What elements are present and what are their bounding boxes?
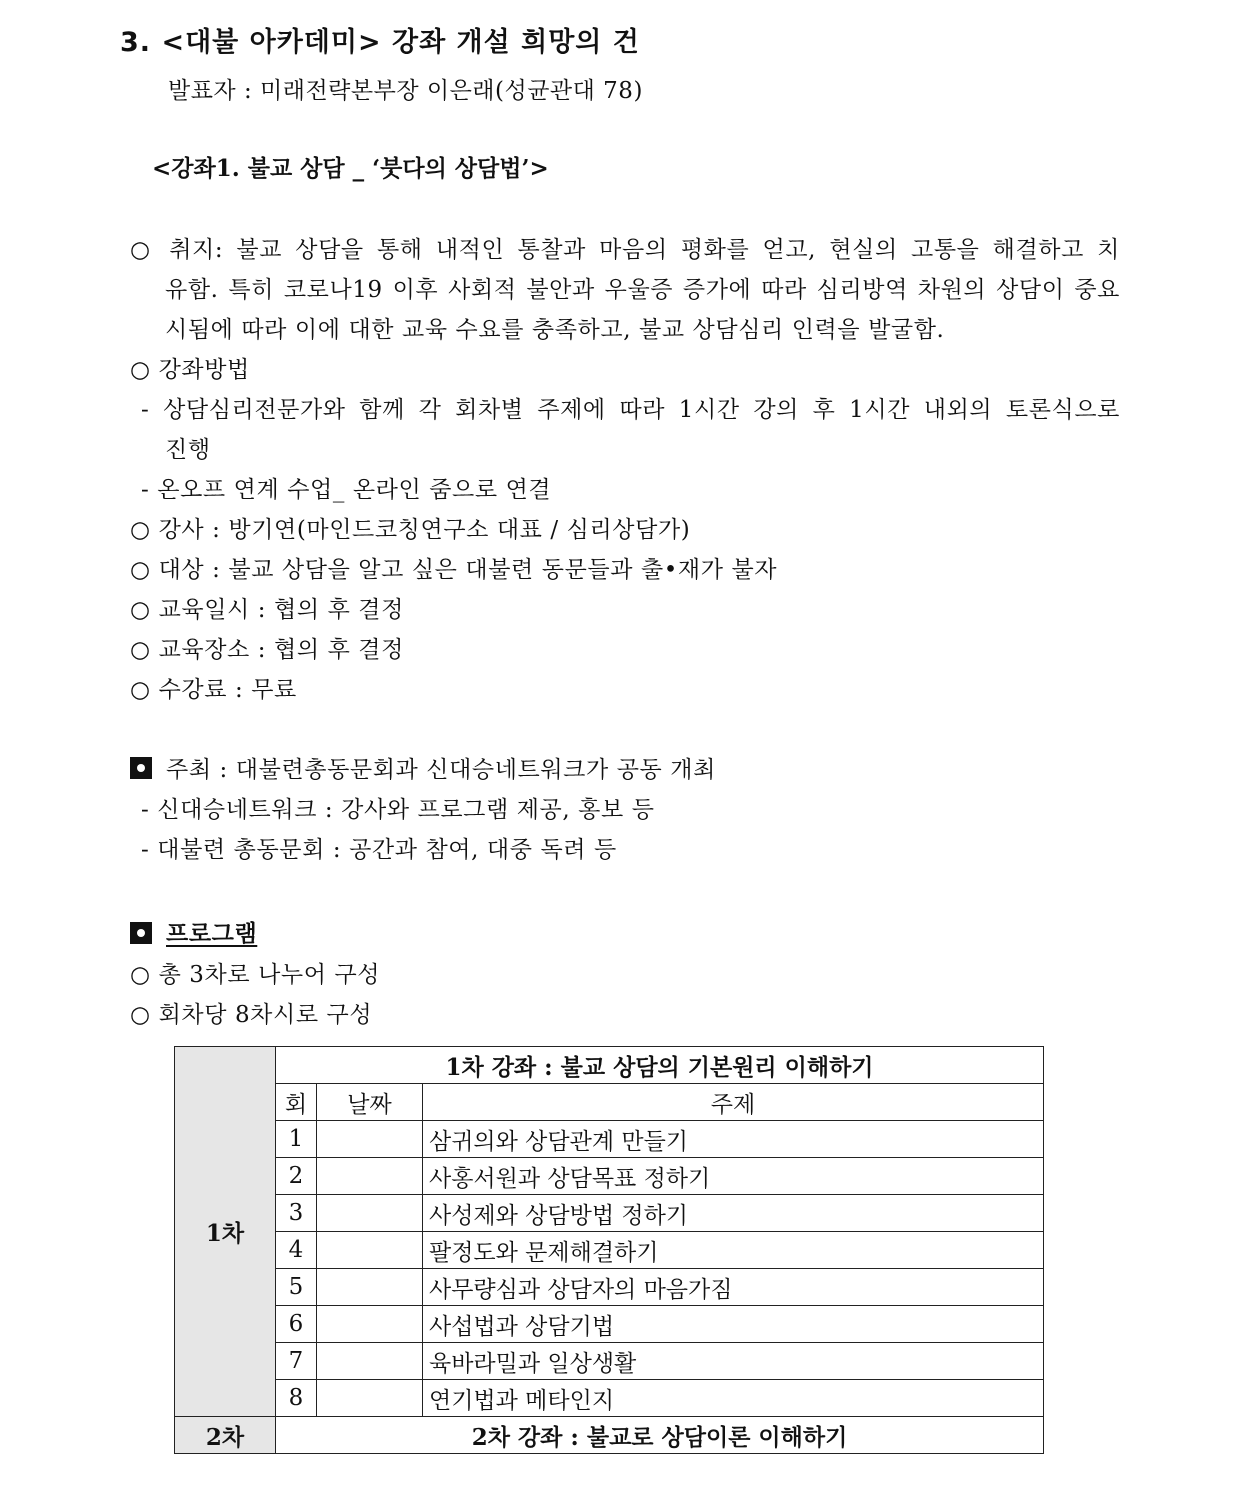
method-item-1-cont: 진행 (165, 437, 211, 463)
schedule-line: ○ 교육일시 : 협의 후 결정 (130, 597, 404, 623)
method-item-2: - 온오프 연계 수업_ 온라인 줌으로 연결 (141, 477, 552, 503)
session-topic: 연기법과 메타인지 (423, 1380, 1044, 1417)
group-2-label: 2차 (175, 1417, 276, 1454)
session-num: 5 (276, 1269, 317, 1306)
session-date (317, 1380, 423, 1417)
table-row (175, 1158, 1044, 1195)
program-schedule-table (174, 1046, 1044, 1454)
session-num: 1 (276, 1121, 317, 1158)
session-topic: 육바라밀과 일상생활 (423, 1343, 1044, 1380)
session-num: 2 (276, 1158, 317, 1195)
table-header-row (175, 1084, 1044, 1121)
session-topic: 사성제와 상담방법 정하기 (423, 1195, 1044, 1232)
session-date (317, 1343, 423, 1380)
method-item-1: - 상담심리전문가와 함께 각 회차별 주제에 따라 1시간 강의 후 1시간 내외의 토론식으로 (141, 397, 1120, 423)
session-date (317, 1195, 423, 1232)
table-row (175, 1306, 1044, 1343)
table-row (175, 1417, 1044, 1454)
venue-line: ○ 교육장소 : 협의 후 결정 (130, 637, 404, 663)
table-row (175, 1269, 1044, 1306)
purpose-line-1: ○ 취지: 불교 상담을 통해 내적인 통찰과 마음의 평화를 얻고, 현실의 고통을 해결하고 치 (130, 237, 1120, 263)
purpose-line-2: 유함. 특히 코로나19 이후 사회적 불안과 우울증 증가에 따라 심리방역 차원의 상담이 중요 (165, 277, 1120, 303)
session-topic: 사무량심과 상담자의 마음가짐 (423, 1269, 1044, 1306)
group-1-label: 1차 (175, 1047, 276, 1417)
host-label: 주최 : 대불련총동문회과 신대승네트워크가 공동 개최 (166, 757, 716, 783)
table-row (175, 1047, 1044, 1084)
instructor-line: ○ 강사 : 방기연(마인드코칭연구소 대표 / 심리상담가) (130, 517, 691, 543)
col-header-date: 날짜 (317, 1084, 423, 1121)
program-label: 프로그램 (166, 920, 258, 947)
table-row (175, 1343, 1044, 1380)
host-item-2: - 대불련 총동문회 : 공간과 참여, 대중 독려 등 (141, 837, 617, 863)
presenter-line: 발표자 : 미래전략본부장 이은래(성균관대 78) (168, 78, 643, 104)
col-header-num: 회 (276, 1084, 317, 1121)
table-row (175, 1121, 1044, 1158)
program-item-2: ○ 회차당 8차시로 구성 (130, 1002, 373, 1028)
group-1-title: 1차 강좌 : 불교 상담의 기본원리 이해하기 (276, 1047, 1044, 1084)
session-topic: 사홍서원과 상담목표 정하기 (423, 1158, 1044, 1195)
session-date (317, 1121, 423, 1158)
session-num: 7 (276, 1343, 317, 1380)
host-item-1: - 신대승네트워크 : 강사와 프로그램 제공, 홍보 등 (141, 797, 655, 823)
table-row (175, 1380, 1044, 1417)
group-2-title: 2차 강좌 : 불교로 상담이론 이해하기 (276, 1417, 1044, 1454)
col-header-topic: 주제 (423, 1084, 1044, 1121)
session-num: 6 (276, 1306, 317, 1343)
session-topic: 삼귀의와 상담관계 만들기 (423, 1121, 1044, 1158)
course-title: <강좌1. 불교 상담 _ ‘붓다의 상담법’> (152, 155, 549, 182)
session-date (317, 1269, 423, 1306)
session-date (317, 1232, 423, 1269)
program-item-1: ○ 총 3차로 나누어 구성 (130, 962, 381, 988)
session-date (317, 1306, 423, 1343)
session-topic: 사섭법과 상담기법 (423, 1306, 1044, 1343)
session-num: 3 (276, 1195, 317, 1232)
session-date (317, 1158, 423, 1195)
session-num: 4 (276, 1232, 317, 1269)
session-num: 8 (276, 1380, 317, 1417)
session-topic: 팔정도와 문제해결하기 (423, 1232, 1044, 1269)
square-bullet-icon (130, 922, 152, 944)
target-line: ○ 대상 : 불교 상담을 알고 싶은 대불련 동문들과 출•재가 불자 (130, 557, 778, 583)
section-title: 3. <대불 아카데미> 강좌 개설 희망의 건 (120, 27, 640, 58)
table-row (175, 1195, 1044, 1232)
method-label: ○ 강좌방법 (130, 357, 250, 383)
table-row (175, 1232, 1044, 1269)
fee-line: ○ 수강료 : 무료 (130, 677, 297, 703)
purpose-line-3: 시됨에 따라 이에 대한 교육 수요를 충족하고, 불교 상담심리 인력을 발굴함. (165, 317, 945, 343)
square-bullet-icon (130, 757, 152, 779)
